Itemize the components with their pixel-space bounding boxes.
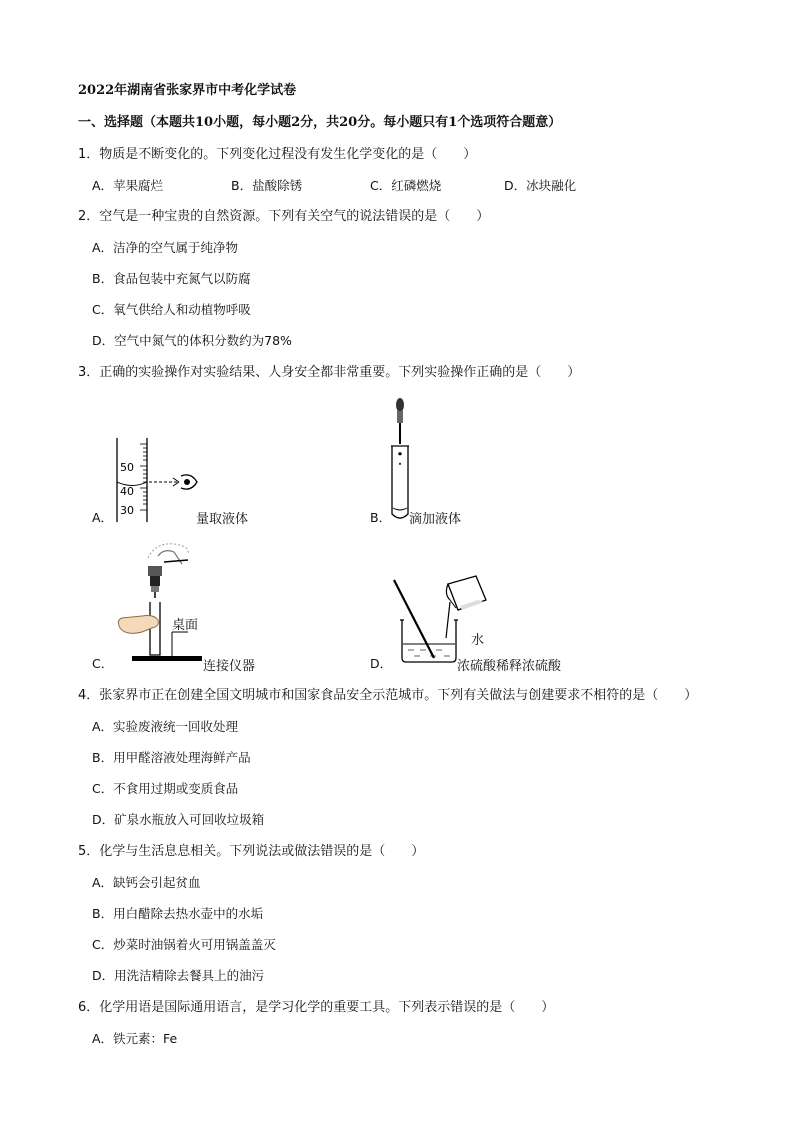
page-title: 2022年湖南省张家界市中考化学试卷 [78,83,297,98]
question-5-option-c[interactable]: C．炒菜时油锅着火可用锅盖盖灭 [92,937,276,952]
question-1-option-a[interactable]: A．苹果腐烂 [92,178,164,193]
question-2-option-b[interactable]: B．食品包装中充氮气以防腐 [92,271,251,286]
question-6-stem: 6．化学用语是国际通用语言，是学习化学的重要工具。下列表示错误的是（ ） [78,1000,555,1015]
question-4-option-d[interactable]: D．矿泉水瓶放入可回收垃圾箱 [92,812,265,827]
cylinder-tick-50: 50 [120,461,134,474]
question-5-stem: 5．化学与生活息息相关。下列说法或做法错误的是（ ） [78,844,425,859]
desk-label: 桌面 [172,618,199,633]
question-5-option-a[interactable]: A．缺钙会引起贫血 [92,875,201,890]
figure-caption-b: 滴加液体 [409,512,462,527]
acid-dilution-figure [390,574,490,666]
graduated-cylinder-figure [105,432,205,524]
figure-caption-d: 浓硫酸稀释浓硫酸 [457,659,562,674]
water-label: 水 [471,633,485,648]
question-4-stem: 4．张家界市正在创建全国文明城市和国家食品安全示范城市。下列有关做法与创建要求不相符的是（ ） [78,688,698,703]
question-3-stem: 3．正确的实验操作对实验结果、人身安全都非常重要。下列实验操作正确的是（ ） [78,365,581,380]
cylinder-tick-30: 30 [120,504,134,517]
dropper-test-tube-figure [385,396,415,524]
question-2-option-a[interactable]: A．洁净的空气属于纯净物 [92,240,239,255]
question-3-option-d[interactable]: D． [370,656,393,671]
question-2-stem: 2．空气是一种宝贵的自然资源。下列有关空气的说法错误的是（ ） [78,209,490,224]
question-6-option-a[interactable]: A．铁元素：Fe [92,1031,178,1046]
question-1-option-b[interactable]: B．盐酸除锈 [231,178,303,193]
question-3-option-a[interactable]: A． [92,510,114,525]
question-4-option-c[interactable]: C．不食用过期或变质食品 [92,781,239,796]
question-1-option-d[interactable]: D．冰块融化 [504,178,577,193]
question-3-option-c[interactable]: C． [92,656,114,671]
figure-caption-a: 量取液体 [196,512,249,527]
question-4-option-a[interactable]: A．实验废液统一回收处理 [92,719,239,734]
question-2-option-c[interactable]: C．氧气供给人和动植物呼吸 [92,302,251,317]
question-3-option-b[interactable]: B． [370,510,392,525]
question-1-stem: 1．物质是不断变化的。下列变化过程没有发生化学变化的是（ ） [78,147,477,162]
eye-icon [181,475,197,489]
figure-caption-c: 连接仪器 [203,659,256,674]
question-5-option-b[interactable]: B．用白醋除去热水壶中的水垢 [92,906,264,921]
connect-apparatus-figure [112,540,202,664]
question-1-option-c[interactable]: C．红磷燃烧 [370,178,442,193]
section-heading: 一、选择题（本题共10小题，每小题2分，共20分。每小题只有1个选项符合题意） [78,115,562,130]
question-2-option-d[interactable]: D．空气中氮气的体积分数约为78% [92,333,292,348]
question-4-option-b[interactable]: B．用甲醛溶液处理海鲜产品 [92,750,251,765]
question-5-option-d[interactable]: D．用洗洁精除去餐具上的油污 [92,968,265,983]
cylinder-tick-40: 40 [120,485,134,498]
